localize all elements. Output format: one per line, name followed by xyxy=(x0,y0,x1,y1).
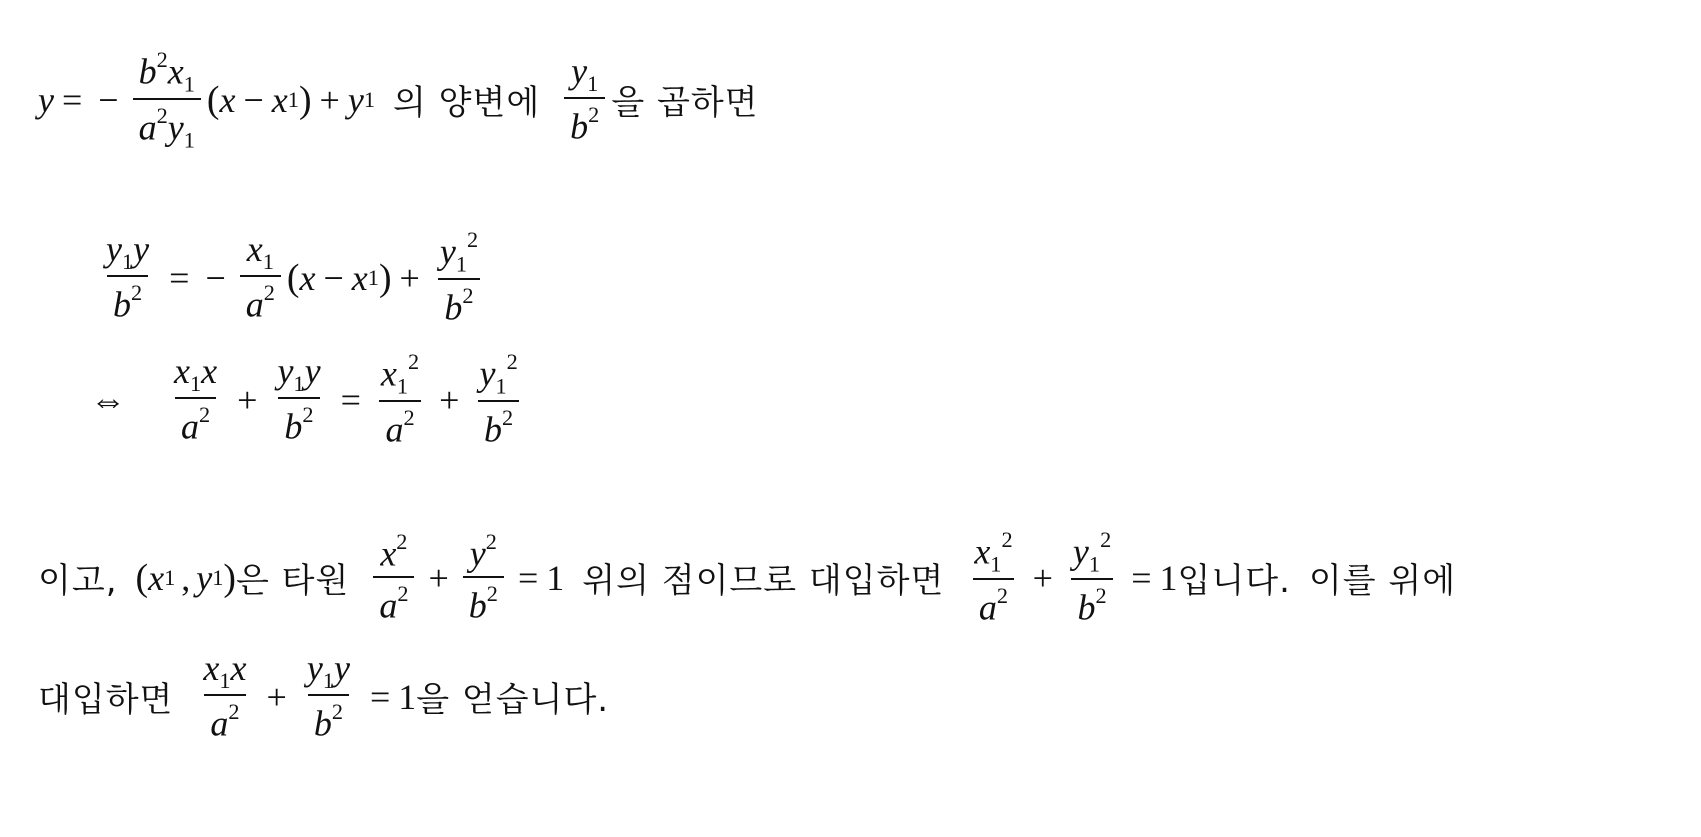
text-eul-eotseumnida: 을 얻습니다. xyxy=(416,680,610,721)
equation-line-1: y = − $\frac{b^2x_1}{a^2y_1}$ ( x − x 1 ) + y 1 의 양변에 $\frac{y_1}{b^2}$ 을 곱하면 xyxy=(38,47,759,153)
fraction-x1sq-over-a2: $\frac{x_1^2}{a^2}$ xyxy=(974,527,1013,628)
equation-line-3: ⇔ $\frac{x_1x}{a^2}$ + $\frac{y_1y}{b^2}$ = $\frac{x_1^2}{a^2}$ + $\frac{y_1^2}{b^2}$ xyxy=(90,350,530,449)
text-ireul-wie: 이를 위에 xyxy=(1308,561,1457,602)
fraction-b2x1-over-a2y1: $\frac{b^2x_1}{a^2y_1}$ xyxy=(133,48,201,152)
fraction-x1x-over-a2: $\frac{x_1x}{a^2}$ xyxy=(203,648,247,744)
var-y: y xyxy=(38,79,54,120)
fraction-y2-over-b2: $\frac{y^2}{b^2}$ xyxy=(463,530,504,625)
fraction-y1y-over-b2: $\frac{y_1y}{b^2}$ xyxy=(106,228,150,325)
fraction-y1y-over-b2: $\frac{y_1y}{b^2}$ xyxy=(306,648,350,744)
equals: = xyxy=(61,79,83,120)
equation-line-2: $\frac{y_1y}{b^2}$ = − $\frac{x_1}{a^2}$ ( x − x 1 ) + $\frac{y_1^2}{b^2}$ xyxy=(94,228,490,327)
text-line-5: 대입하면 $\frac{x_1x}{a^2}$ + $\frac{y_1y}{b^2}$ = 1 을 얻습니다. xyxy=(38,648,610,744)
text-igo: 이고, xyxy=(38,561,118,602)
text-daeip: 대입하면 xyxy=(38,680,174,721)
fraction-y1y-over-b2: $\frac{y_1y}{b^2}$ xyxy=(277,350,321,447)
text-gopamyeon: 을 곱하면 xyxy=(611,83,759,124)
minus: − xyxy=(98,79,119,120)
text-line-4: 이고, ( x 1 , y 1 ) 은 타원 $\frac{x^2}{a^2}$ + $\frac{y^2}{b^2}$ = 1 위의 점이므로 대입하면 $\frac{x_1^2}{a^2}$ + $\frac{y_1^2}{b^2}$ = 1 입니다. 이를 위에 xyxy=(38,527,1457,628)
fraction-y1-over-b2: $\frac{y_1}{b^2}$ xyxy=(564,53,605,147)
text-eun-tawon: 은 타원 xyxy=(235,561,350,602)
text-wiui-jeom: 위의 점이므로 대입하면 xyxy=(582,561,945,602)
fraction-y1sq-over-b2: $\frac{y_1^2}{b^2}$ xyxy=(479,349,518,450)
fraction-x1-over-a2: $\frac{x_1}{a^2}$ xyxy=(240,231,281,325)
text-ipnida: 입니다. xyxy=(1177,561,1291,602)
fraction-x1sq-over-a2: $\frac{x_1^2}{a^2}$ xyxy=(380,349,420,450)
fraction-x1x-over-a2: $\frac{x_1x}{a^2}$ xyxy=(174,350,218,447)
text-ui-yangbyeone: 의 양변에 xyxy=(392,83,541,124)
fraction-y1sq-over-b2: $\frac{y_1^2}{b^2}$ xyxy=(1072,527,1112,628)
fraction-x2-over-a2: $\frac{x^2}{a^2}$ xyxy=(373,530,414,625)
iff-symbol: ⇔ xyxy=(90,379,126,420)
fraction-y1sq-over-b2: $\frac{y_1^2}{b^2}$ xyxy=(439,227,479,328)
